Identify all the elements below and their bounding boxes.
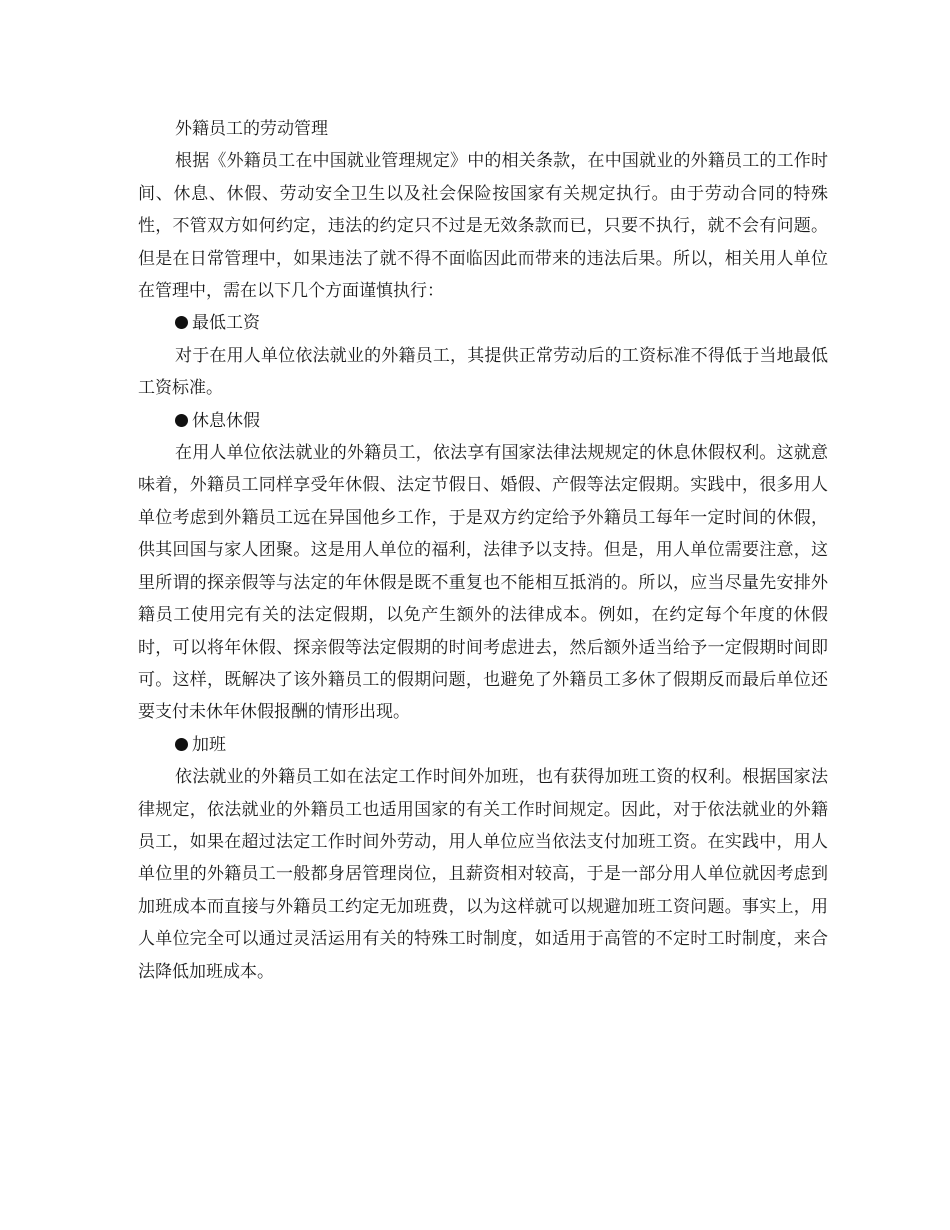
bullet-icon [175, 414, 188, 427]
bullet-icon [175, 316, 188, 329]
document-title: 外籍员工的劳动管理 [175, 119, 328, 139]
section-heading-rest-leave [138, 405, 828, 437]
bullet-icon [175, 738, 188, 751]
section-body-overtime: 依法就业的外籍员工如在法定工作时间外加班，也有获得加班工资的权利。根据国家法律规定，依法就业的外籍员工也适用国家的有关工作时间规定。因此，对于依法就业的外籍员工，如果在超过法定工作时间外劳动，用人单位应当依法支付加班工资。在实践中，用人单位里的外籍员工一般都身居管理岗位，且薪资相对较高，于是一部分用人单位就因考虑到加班成本而直接与外籍员工约定无加班费，以为这样就可以规避加班工资问题。事实上，用人单位完全可以通过灵活运用有关的特殊工时制度，如适用于高管的不定时工时制度，来合法降低加班成本。 [138, 767, 828, 982]
section-heading-text: 最低工资 [192, 313, 260, 334]
document-page [138, 113, 828, 988]
intro-paragraph: 根据《外籍员工在中国就业管理规定》中的相关条款，在中国就业的外籍员工的工作时间、休息、休假、劳动安全卫生以及社会保险按国家有关规定执行。由于劳动合同的特殊性，不管双方如何约定，违法的约定只不过是无效条款而已，只要不执行，就不会有问题。但是在日常管理中，如果违法了就不得不面临因此而带来的违法后果。所以，相关用人单位在管理中，需在以下几个方面谨慎执行： [138, 151, 828, 302]
section-heading-overtime [138, 729, 828, 761]
section-heading-text: 加班 [192, 734, 226, 755]
section-heading-text: 休息休假 [192, 410, 260, 431]
section-body-rest-leave: 在用人单位依法就业的外籍员工，依法享有国家法律法规规定的休息休假权利。这就意味着，外籍员工同样享受年休假、法定节假日、婚假、产假等法定假期。实践中，很多用人单位考虑到外籍员工远在异国他乡工作，于是双方约定给予外籍员工每年一定时间的休假，供其回国与家人团聚。这是用人单位的福利，法律予以支持。但是，用人单位需要注意，这里所谓的探亲假等与法定的年休假是既不重复也不能相互抵消的。所以，应当尽量先安排外籍员工使用完有关的法定假期，以免产生额外的法律成本。例如，在约定每个年度的休假时，可以将年休假、探亲假等法定假期的时间考虑进去，然后额外适当给予一定假期时间即可。这样，既解决了该外籍员工的假期问题，也避免了外籍员工多休了假期反而最后单位还要支付未休年休假报酬的情形出现。 [138, 443, 828, 723]
section-heading-minimum-wage [138, 307, 828, 339]
section-body-minimum-wage: 对于在用人单位依法就业的外籍员工，其提供正常劳动后的工资标准不得低于当地最低工资标准。 [138, 345, 828, 399]
